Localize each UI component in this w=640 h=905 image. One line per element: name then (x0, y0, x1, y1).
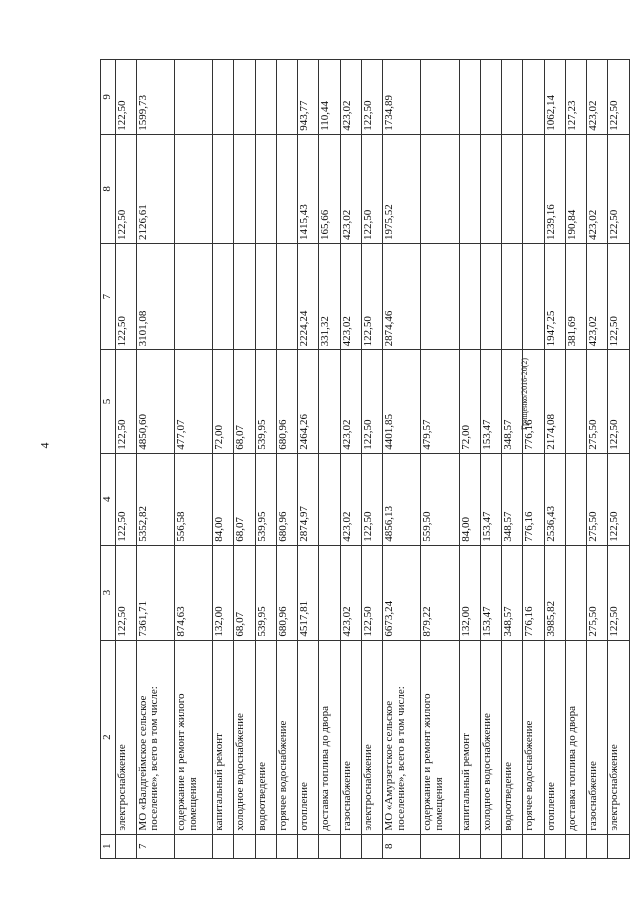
row-label: отопление (298, 640, 319, 834)
value-col4: 4856,13 (383, 453, 421, 545)
header-cell: 5 (101, 350, 116, 453)
value-col3: 132,00 (213, 545, 234, 640)
value-col4: 122,50 (115, 453, 136, 545)
header-cell: 3 (101, 545, 116, 640)
value-col7 (174, 243, 212, 349)
value-col4: 122,50 (608, 453, 630, 545)
value-col7: 423,02 (587, 243, 608, 349)
value-col3: 3985,82 (544, 545, 565, 640)
value-col8 (480, 134, 501, 243)
value-col5: 776,16 (523, 350, 544, 453)
row-label: водоотведение (255, 640, 276, 834)
row-label: газоснабжение (340, 640, 361, 834)
value-col9 (523, 60, 544, 135)
value-col3: 680,96 (276, 545, 297, 640)
value-col7: 423,02 (340, 243, 361, 349)
value-col4: 556,58 (174, 453, 212, 545)
value-col4: 680,96 (276, 453, 297, 545)
value-col3: 122,50 (362, 545, 383, 640)
value-col8: 2126,61 (136, 134, 174, 243)
page-number: 4 (37, 442, 52, 449)
value-col8 (502, 134, 523, 243)
table-row (276, 60, 297, 859)
row-label: газоснабжение (587, 640, 608, 834)
value-col9 (502, 60, 523, 135)
table-body (115, 60, 629, 859)
value-col9: 1599,73 (136, 60, 174, 135)
value-col3: 122,50 (115, 545, 136, 640)
value-col5: 153,47 (480, 350, 501, 453)
table-row (340, 60, 361, 859)
value-col5: 72,00 (459, 350, 480, 453)
value-col5: 122,50 (608, 350, 630, 453)
value-col8: 1415,43 (298, 134, 319, 243)
row-label: электроснабжение (362, 640, 383, 834)
value-col4 (319, 453, 340, 545)
value-col8 (276, 134, 297, 243)
value-col9 (234, 60, 255, 135)
row-number (421, 834, 459, 858)
value-col8: 165,66 (319, 134, 340, 243)
value-col3: 348,57 (502, 545, 523, 640)
row-label: содержание и ремонт жилого помещения (421, 640, 459, 834)
value-col8 (421, 134, 459, 243)
value-col8: 190,84 (565, 134, 586, 243)
row-number (115, 834, 136, 858)
row-number (523, 834, 544, 858)
value-col7 (480, 243, 501, 349)
value-col7 (276, 243, 297, 349)
value-col8: 423,02 (587, 134, 608, 243)
value-col9 (480, 60, 501, 135)
value-col5: 348,57 (502, 350, 523, 453)
row-number (174, 834, 212, 858)
value-col5: 423,02 (340, 350, 361, 453)
value-col7 (459, 243, 480, 349)
header-cell: 1 (101, 834, 116, 858)
row-label: доставка топлива до двора (319, 640, 340, 834)
value-col3: 122,50 (608, 545, 630, 640)
table-row (544, 60, 565, 859)
footer-code: Грищенко/2016-20(2) (520, 357, 529, 430)
header-cell: 8 (101, 134, 116, 243)
value-col3 (319, 545, 340, 640)
table-row (421, 60, 459, 859)
row-label: МО «Валдгеймское сельское поселение», всего в том числе: (136, 640, 174, 834)
row-label: отопление (544, 640, 565, 834)
row-label: МО «Амурзетское сельское поселение», всего в том числе: (383, 640, 421, 834)
row-number (213, 834, 234, 858)
value-col5: 72,00 (213, 350, 234, 453)
value-col5: 680,96 (276, 350, 297, 453)
value-col3: 776,16 (523, 545, 544, 640)
value-col4: 2874,97 (298, 453, 319, 545)
value-col9 (255, 60, 276, 135)
table-row (383, 60, 421, 859)
value-col9: 127,23 (565, 60, 586, 135)
value-col7: 381,69 (565, 243, 586, 349)
value-col9: 122,50 (115, 60, 136, 135)
value-col4: 559,50 (421, 453, 459, 545)
value-col4: 122,50 (362, 453, 383, 545)
value-col8: 122,50 (115, 134, 136, 243)
value-col7 (523, 243, 544, 349)
value-col8 (255, 134, 276, 243)
value-col9 (276, 60, 297, 135)
value-col4: 5352,82 (136, 453, 174, 545)
row-label: холодное водоснабжение (480, 640, 501, 834)
value-col8 (523, 134, 544, 243)
value-col4: 84,00 (459, 453, 480, 545)
value-col5: 68,07 (234, 350, 255, 453)
value-col4 (565, 453, 586, 545)
table-row (213, 60, 234, 859)
value-col7 (502, 243, 523, 349)
value-col4: 348,57 (502, 453, 523, 545)
value-col4: 68,07 (234, 453, 255, 545)
value-col5: 477,07 (174, 350, 212, 453)
row-number (340, 834, 361, 858)
value-col3: 874,63 (174, 545, 212, 640)
row-number (587, 834, 608, 858)
value-col7: 122,50 (608, 243, 630, 349)
header-cell: 9 (101, 60, 116, 135)
row-number (544, 834, 565, 858)
row-number (362, 834, 383, 858)
header-row (101, 60, 116, 859)
row-label: горячее водоснабжение (276, 640, 297, 834)
value-col3: 132,00 (459, 545, 480, 640)
value-col3: 275,50 (587, 545, 608, 640)
table-row (255, 60, 276, 859)
row-number: 8 (383, 834, 421, 858)
value-col3: 6673,24 (383, 545, 421, 640)
value-col5: 122,50 (362, 350, 383, 453)
value-col8: 1239,16 (544, 134, 565, 243)
value-col4: 2536,43 (544, 453, 565, 545)
value-col3: 4517,81 (298, 545, 319, 640)
value-col5 (565, 350, 586, 453)
table-row (608, 60, 630, 859)
value-col9: 110,44 (319, 60, 340, 135)
value-col5: 479,57 (421, 350, 459, 453)
row-label: доставка топлива до двора (565, 640, 586, 834)
value-col7 (213, 243, 234, 349)
value-col8: 122,50 (362, 134, 383, 243)
value-col3: 153,47 (480, 545, 501, 640)
value-col4: 153,47 (480, 453, 501, 545)
row-label: горячее водоснабжение (523, 640, 544, 834)
row-number (608, 834, 630, 858)
value-col4: 539,95 (255, 453, 276, 545)
value-col9: 943,77 (298, 60, 319, 135)
value-col7: 331,32 (319, 243, 340, 349)
value-col3: 68,07 (234, 545, 255, 640)
row-label: содержание и ремонт жилого помещения (174, 640, 212, 834)
row-label: капитальный ремонт (213, 640, 234, 834)
row-label: капитальный ремонт (459, 640, 480, 834)
value-col7 (421, 243, 459, 349)
table-row (362, 60, 383, 859)
table-row (298, 60, 319, 859)
value-col5: 275,50 (587, 350, 608, 453)
value-col8 (234, 134, 255, 243)
value-col9: 1734,89 (383, 60, 421, 135)
value-col9: 1062,14 (544, 60, 565, 135)
table-row (523, 60, 544, 859)
value-col9: 423,02 (587, 60, 608, 135)
value-col3: 7361,71 (136, 545, 174, 640)
table-row (459, 60, 480, 859)
row-number (502, 834, 523, 858)
value-col8 (459, 134, 480, 243)
value-col4: 776,16 (523, 453, 544, 545)
value-col4: 84,00 (213, 453, 234, 545)
value-col9: 423,02 (340, 60, 361, 135)
value-col7: 1947,25 (544, 243, 565, 349)
value-col3: 423,02 (340, 545, 361, 640)
value-col9 (421, 60, 459, 135)
rotated-table-container (100, 59, 630, 859)
header-cell: 4 (101, 453, 116, 545)
row-number (234, 834, 255, 858)
table-row (174, 60, 212, 859)
header-cell: 2 (101, 640, 116, 834)
value-col5: 539,95 (255, 350, 276, 453)
value-col5 (319, 350, 340, 453)
value-col7: 2874,46 (383, 243, 421, 349)
row-label: водоотведение (502, 640, 523, 834)
row-label: электроснабжение (608, 640, 630, 834)
value-col4: 275,50 (587, 453, 608, 545)
value-col5: 4850,60 (136, 350, 174, 453)
table-row (234, 60, 255, 859)
table-row (502, 60, 523, 859)
table-row (587, 60, 608, 859)
value-col8 (174, 134, 212, 243)
value-col7: 2224,24 (298, 243, 319, 349)
value-col9 (174, 60, 212, 135)
value-col5: 122,50 (115, 350, 136, 453)
value-col8: 1975,52 (383, 134, 421, 243)
table-row (319, 60, 340, 859)
value-col5: 2174,08 (544, 350, 565, 453)
row-number (298, 834, 319, 858)
row-label: электроснабжение (115, 640, 136, 834)
table-row (136, 60, 174, 859)
value-col3: 879,22 (421, 545, 459, 640)
row-number: 7 (136, 834, 174, 858)
value-col8 (213, 134, 234, 243)
value-col7 (234, 243, 255, 349)
table-row (565, 60, 586, 859)
value-col8: 122,50 (608, 134, 630, 243)
row-label: холодное водоснабжение (234, 640, 255, 834)
value-col7: 122,50 (115, 243, 136, 349)
value-col7 (255, 243, 276, 349)
value-col7: 122,50 (362, 243, 383, 349)
table-row (480, 60, 501, 859)
value-col9 (213, 60, 234, 135)
value-col7: 3101,08 (136, 243, 174, 349)
row-number (276, 834, 297, 858)
value-col3 (565, 545, 586, 640)
row-number (459, 834, 480, 858)
row-number (319, 834, 340, 858)
value-col8: 423,02 (340, 134, 361, 243)
value-col4: 423,02 (340, 453, 361, 545)
value-col5: 4401,85 (383, 350, 421, 453)
row-number (480, 834, 501, 858)
value-col3: 539,95 (255, 545, 276, 640)
value-col9: 122,50 (608, 60, 630, 135)
table-row (115, 60, 136, 859)
row-number (565, 834, 586, 858)
tariff-table (100, 59, 630, 859)
header-cell: 7 (101, 243, 116, 349)
row-number (255, 834, 276, 858)
value-col9: 122,50 (362, 60, 383, 135)
value-col9 (459, 60, 480, 135)
value-col5: 2464,26 (298, 350, 319, 453)
